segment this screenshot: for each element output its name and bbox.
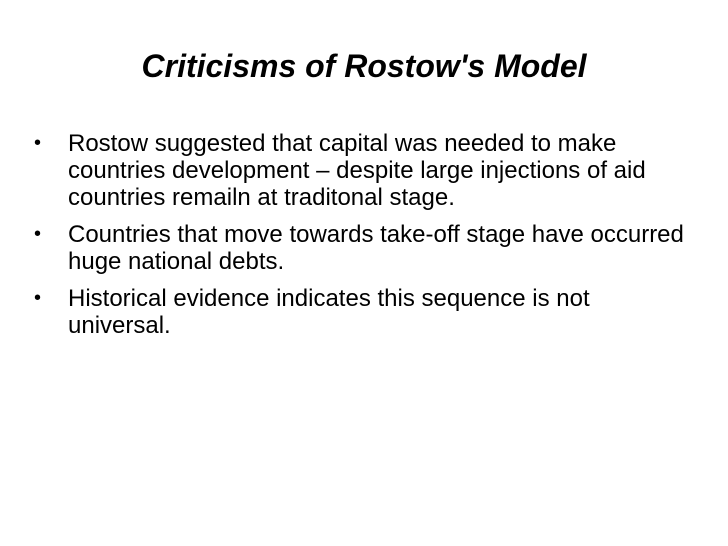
bullet-icon: •: [34, 132, 42, 154]
bullet-list: [34, 130, 684, 349]
bullet-text: Historical evidence indicates this sequence is not universal.: [68, 285, 590, 339]
bullet-text: Countries that move towards take-off stage have occurred huge national debts.: [68, 221, 684, 275]
list-item: [34, 221, 684, 275]
bullet-text: Rostow suggested that capital was needed to make countries development – despite large injections of aid countries remailn at traditonal stage.: [68, 130, 646, 211]
list-item: [34, 130, 684, 211]
list-item: [34, 285, 684, 339]
bullet-icon: •: [34, 223, 42, 245]
bullet-icon: •: [34, 287, 42, 309]
slide-title: Criticisms of Rostow's Model: [141, 48, 587, 84]
